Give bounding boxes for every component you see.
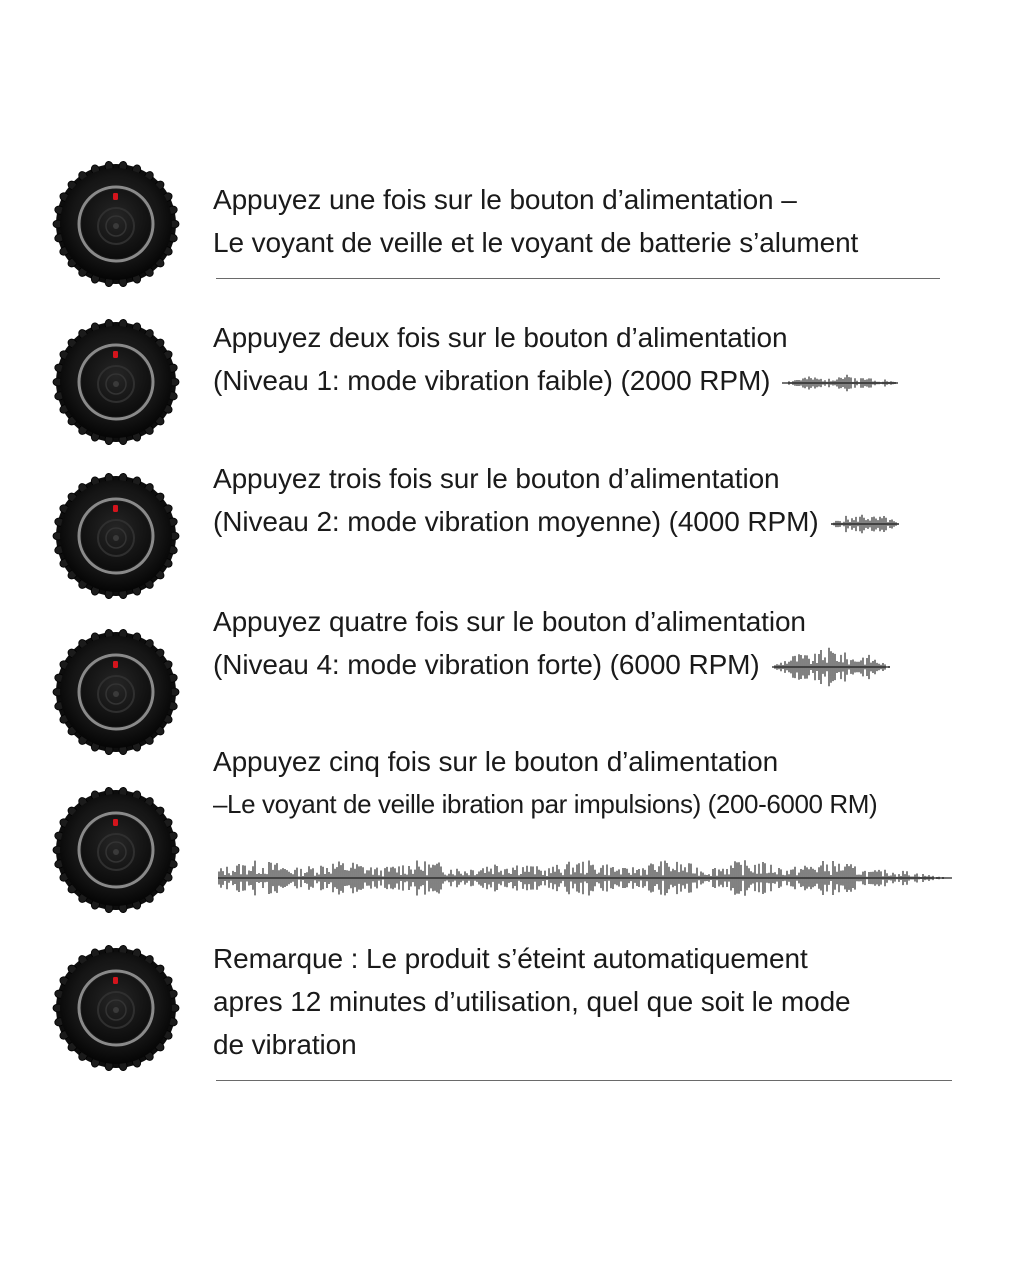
instruction-line: (Niveau 4: mode vibration forte) (6000 RPM) xyxy=(213,649,760,680)
instruction-text xyxy=(213,600,890,689)
note-line: apres 12 minutes d’utilisation, quel que soit le mode xyxy=(213,986,851,1017)
instruction-text xyxy=(213,178,858,264)
instruction-text xyxy=(213,457,899,543)
low-vibration-waveform xyxy=(782,365,898,401)
instruction-line: Appuyez trois fois sur le bouton d’alimentation xyxy=(213,463,780,494)
pulse-vibration-waveform xyxy=(218,856,952,900)
note-text xyxy=(213,937,851,1066)
massage-ball-icon xyxy=(52,160,180,288)
divider xyxy=(216,278,940,279)
instruction-text xyxy=(213,316,898,402)
massage-ball-icon xyxy=(52,472,180,600)
instruction-line-with-wave xyxy=(213,359,898,402)
massage-ball-icon xyxy=(52,786,180,914)
instruction-line: (Niveau 1: mode vibration faible) (2000 RPM) xyxy=(213,365,771,396)
medium-vibration-waveform xyxy=(831,506,899,542)
instruction-line-with-wave xyxy=(213,643,890,689)
instruction-line: Appuyez quatre fois sur le bouton d’alimentation xyxy=(213,606,806,637)
instruction-line: Appuyez cinq fois sur le bouton d’alimentation xyxy=(213,746,779,777)
note-line: de vibration xyxy=(213,1029,357,1060)
instruction-line-with-wave xyxy=(213,500,899,543)
massage-ball-icon xyxy=(52,628,180,756)
instruction-text xyxy=(213,740,877,826)
massage-ball-icon xyxy=(52,318,180,446)
instruction-line: –Le voyant de veille ibration par impulsions) (200-6000 RM) xyxy=(213,789,878,819)
instruction-line: Le voyant de veille et le voyant de batterie s’alument xyxy=(213,227,859,258)
divider xyxy=(216,1080,952,1081)
note-line: Remarque : Le produit s’éteint automatiquement xyxy=(213,943,808,974)
strong-vibration-waveform xyxy=(772,645,890,689)
instruction-line: (Niveau 2: mode vibration moyenne) (4000 RPM) xyxy=(213,506,819,537)
instruction-line: Appuyez deux fois sur le bouton d’alimentation xyxy=(213,322,788,353)
instruction-line: Appuyez une fois sur le bouton d’alimentation – xyxy=(213,184,797,215)
massage-ball-icon xyxy=(52,944,180,1072)
